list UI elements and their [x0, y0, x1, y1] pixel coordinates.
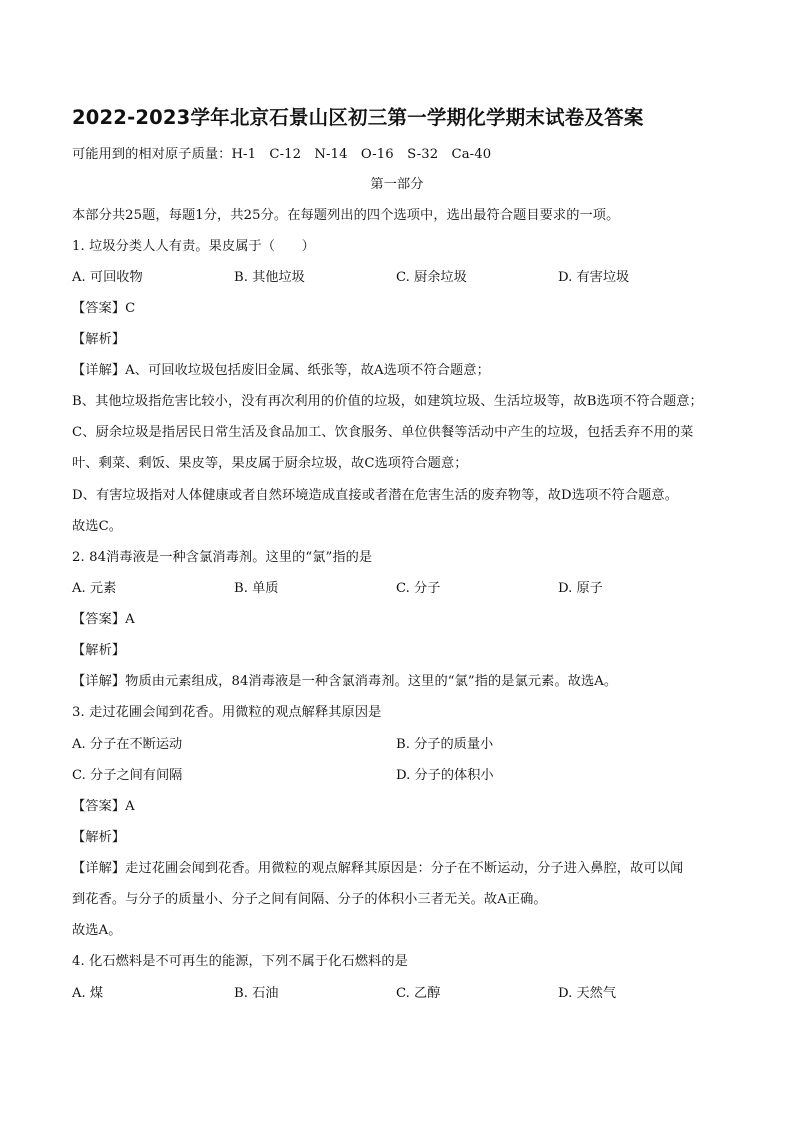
- answer-tag: 【答案】: [72, 799, 126, 814]
- q3-option-d: D. 分子的体积小: [396, 768, 494, 783]
- q3-conclusion: 故选A。: [72, 923, 122, 938]
- q1-detail-line: B、其他垃圾指危害比较小，没有再次利用的价值的垃圾，如建筑垃圾、生活垃圾等，故B选项不符合题意；: [72, 394, 703, 409]
- q4-option-d: D. 天然气: [558, 986, 617, 1001]
- q1-analysis-tag: 【解析】: [72, 332, 126, 347]
- q2-option-c: C. 分子: [396, 581, 441, 596]
- answer-tag: 【答案】: [72, 612, 126, 627]
- q1-conclusion: 故选C。: [72, 519, 123, 534]
- q4-option-c: C. 乙醇: [396, 986, 441, 1001]
- q3-analysis-tag: 【解析】: [72, 830, 126, 845]
- question-2-stem: 2. 84消毒液是一种含氯消毒剂。这里的“氯”指的是: [72, 550, 373, 565]
- detail-text: 物质由元素组成，84消毒液是一种含氯消毒剂。这里的“氯”指的是氯元素。故选A。: [125, 674, 618, 689]
- q1-detail-line: 叶、剩菜、剩饭、果皮等，果皮属于厨余垃圾，故C选项符合题意；: [72, 456, 468, 471]
- question-1-stem: 1. 垃圾分类人人有责。果皮属于（ ）: [72, 239, 315, 254]
- q4-option-a: A. 煤: [72, 986, 104, 1001]
- detail-tag: 【详解】: [72, 861, 126, 876]
- q3-answer: [72, 798, 135, 816]
- q3-option-c: C. 分子之间有间隔: [72, 768, 183, 783]
- q3-detail-line: 到花香。与分子的质量小、分子之间有间隔、分子的体积小三者无关。故A正确。: [72, 892, 547, 907]
- q3-option-a: A. 分子在不断运动: [72, 737, 183, 752]
- document-title: 2022-2023学年北京石景山区初三第一学期化学期末试卷及答案: [72, 106, 644, 129]
- q1-option-b: B. 其他垃圾: [234, 270, 305, 285]
- q2-analysis-tag: 【解析】: [72, 643, 126, 658]
- q1-answer: [72, 300, 135, 318]
- q1-detail-line: D、有害垃圾指对人体健康或者自然环境造成直接或者潜在危害生活的废弃物等，故D选项不符合题意。: [72, 488, 678, 503]
- q3-detail-line: [72, 860, 683, 878]
- q1-detail-line: C、厨余垃圾是指居民日常生活及食品加工、饮食服务、单位供餐等活动中产生的垃圾，包括丢弃不用的菜: [72, 425, 694, 440]
- answer-value: C: [125, 301, 136, 316]
- q2-option-b: B. 单质: [234, 581, 279, 596]
- q1-detail-line: [72, 362, 490, 380]
- question-3-stem: 3. 走过花圃会闻到花香。用微粒的观点解释其原因是: [72, 705, 382, 720]
- q3-option-b: B. 分子的质量小: [396, 737, 494, 752]
- question-4-stem: 4. 化石燃料是不可再生的能源，下列不属于化石燃料的是: [72, 954, 408, 969]
- q2-option-d: D. 原子: [558, 581, 603, 596]
- answer-value: A: [125, 612, 135, 627]
- q1-option-c: C. 厨余垃圾: [396, 270, 467, 285]
- q2-answer: [72, 611, 135, 629]
- answer-value: A: [125, 799, 135, 814]
- q1-option-d: D. 有害垃圾: [558, 270, 630, 285]
- q1-option-a: A. 可回收物: [72, 270, 143, 285]
- q4-option-b: B. 石油: [234, 986, 279, 1001]
- detail-tag: 【详解】: [72, 363, 126, 378]
- detail-text: 走过花圃会闻到花香。用微粒的观点解释其原因是：分子在不断运动，分子进入鼻腔，故可以闻: [125, 861, 684, 876]
- detail-tag: 【详解】: [72, 674, 126, 689]
- atomic-masses-note: 可能用到的相对原子质量：H-1 C-12 N-14 O-16 S-32 Ca-40: [72, 147, 492, 162]
- section-title: 第一部分: [370, 177, 424, 192]
- answer-tag: 【答案】: [72, 301, 126, 316]
- detail-text: A、可回收垃圾包括废旧金属、纸张等，故A选项不符合题意；: [125, 363, 490, 378]
- q2-option-a: A. 元素: [72, 581, 117, 596]
- section-intro: 本部分共25题，每题1分，共25分。在每题列出的四个选项中，选出最符合题目要求的一项。: [72, 208, 620, 223]
- q2-detail-line: [72, 673, 617, 691]
